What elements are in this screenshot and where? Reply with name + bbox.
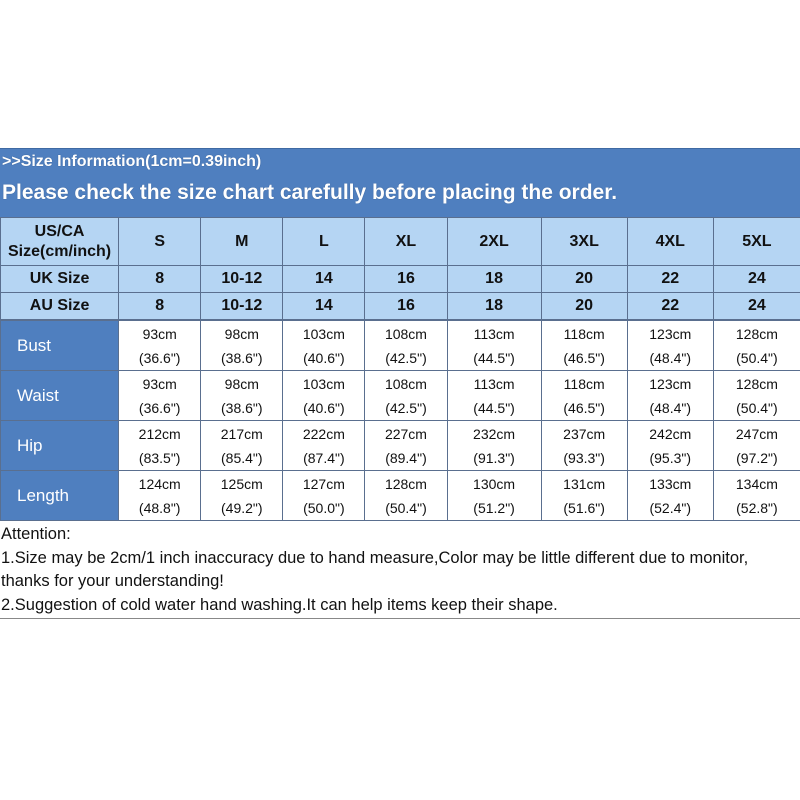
size-header-cell: 4XL [627, 218, 713, 266]
measurement-cell [627, 421, 713, 471]
measurement-cell [119, 321, 201, 371]
measurement-cell [365, 371, 447, 421]
measurement-label: Bust [1, 321, 119, 371]
measurement-cell [283, 321, 365, 371]
size-header-label-line2: Size(cm/inch) [8, 242, 112, 260]
measurement-inch: (89.4") [385, 449, 427, 466]
measurement-cell [283, 371, 365, 421]
uk-size-cell: 8 [119, 266, 201, 293]
measurement-inch: (44.5") [473, 399, 515, 416]
size-header-cell: M [201, 218, 283, 266]
measurement-cm: 118cm [563, 325, 605, 342]
measurement-cm: 103cm [302, 375, 345, 392]
size-chart-sheet [0, 148, 800, 619]
measurement-cm: 124cm [138, 475, 181, 492]
measurement-cm: 128cm [384, 475, 427, 492]
measurement-inch: (36.6") [138, 399, 181, 416]
measurement-cm: 131cm [563, 475, 606, 492]
measurement-row [1, 421, 800, 471]
measurement-cm: 217cm [220, 425, 263, 442]
size-header-cell: XL [365, 218, 447, 266]
measurement-cm: 232cm [473, 425, 516, 442]
measurement-inch: (42.5") [385, 349, 427, 366]
size-header-label [1, 218, 119, 266]
measurement-inch: (42.5") [385, 399, 427, 416]
measurement-cell [447, 321, 541, 371]
measurement-cm: 113cm [473, 375, 515, 392]
measurement-inch: (95.3") [649, 449, 692, 466]
measurement-cm: 118cm [563, 375, 605, 392]
uk-size-cell: 22 [627, 266, 713, 293]
size-header-cell: L [283, 218, 365, 266]
measurement-cell [713, 421, 800, 471]
measurement-cell [283, 421, 365, 471]
measurement-cell [541, 421, 627, 471]
measurement-row [1, 371, 800, 421]
measurement-cm: 98cm [224, 325, 259, 342]
measurement-cell [365, 421, 447, 471]
measurement-cm: 128cm [735, 375, 778, 392]
measurement-cm: 93cm [142, 375, 177, 392]
measurement-inch: (50.4") [736, 399, 778, 416]
au-size-cell: 10-12 [201, 293, 283, 320]
measurement-inch: (48.8") [138, 499, 181, 516]
measurement-cell [201, 471, 283, 521]
attention-note-2: 2.Suggestion of cold water hand washing.It can help items keep their shape. [1, 595, 558, 614]
au-size-cell: 16 [365, 293, 447, 320]
measurement-cell [365, 471, 447, 521]
measurement-cell [201, 421, 283, 471]
measurement-cell [447, 471, 541, 521]
measurement-cm: 212cm [138, 425, 181, 442]
uk-size-cell: 18 [447, 266, 541, 293]
measurement-cm: 125cm [220, 475, 263, 492]
au-size-cell: 20 [541, 293, 627, 320]
measurement-cell [541, 371, 627, 421]
measurement-inch: (91.3") [473, 449, 515, 466]
measurement-inch: (52.4") [649, 499, 692, 516]
au-size-cell: 22 [627, 293, 713, 320]
measurement-inch: (38.6") [221, 399, 263, 416]
attention-notes [0, 523, 800, 617]
measurement-cell [119, 421, 201, 471]
au-size-label: AU Size [1, 293, 119, 320]
measurement-cell [447, 421, 541, 471]
attention-note-1: 1.Size may be 2cm/1 inch inaccuracy due to hand measure,Color may be little different due to monitor, [1, 548, 749, 567]
measurement-cm: 133cm [649, 475, 692, 492]
measurement-cell [119, 471, 201, 521]
size-header-cell: S [119, 218, 201, 266]
measurement-inch: (40.6") [303, 349, 345, 366]
au-size-cell: 24 [713, 293, 800, 320]
measurement-inch: (49.2") [221, 499, 263, 516]
uk-size-row [1, 266, 800, 293]
measurement-cm: 108cm [384, 325, 427, 342]
uk-size-cell: 10-12 [201, 266, 283, 293]
measurement-cm: 130cm [473, 475, 516, 492]
measurement-label: Waist [1, 371, 119, 421]
measurement-cm: 242cm [649, 425, 692, 442]
measurement-cell [627, 371, 713, 421]
measurement-inch: (85.4") [221, 449, 263, 466]
measurement-inch: (46.5") [563, 399, 605, 416]
uk-size-cell: 16 [365, 266, 447, 293]
measurement-inch: (87.4") [303, 449, 345, 466]
measurement-inch: (36.6") [138, 349, 181, 366]
measurement-cell [713, 321, 800, 371]
measurement-inch: (83.5") [138, 449, 181, 466]
measurement-inch: (48.4") [649, 349, 692, 366]
measurement-cm: 113cm [473, 325, 515, 342]
measurement-cm: 247cm [735, 425, 778, 442]
measurement-inch: (48.4") [649, 399, 692, 416]
measurement-cell [119, 371, 201, 421]
size-chart-instruction: Please check the size chart carefully before placing the order. [2, 181, 618, 204]
size-header-cell: 5XL [713, 218, 800, 266]
measurement-cm: 237cm [563, 425, 606, 442]
size-header-cell: 3XL [541, 218, 627, 266]
uk-size-cell: 24 [713, 266, 800, 293]
measurement-cm: 103cm [302, 325, 345, 342]
measurement-cm: 222cm [302, 425, 345, 442]
size-info-banner [0, 148, 800, 217]
measurement-row [1, 471, 800, 521]
measurement-inch: (44.5") [473, 349, 515, 366]
attention-note-1-continued: thanks for your understanding! [1, 572, 224, 590]
measurement-cell [283, 471, 365, 521]
measurement-cell [713, 371, 800, 421]
au-size-row [1, 293, 800, 320]
measurement-label: Hip [1, 421, 119, 471]
measurement-inch: (97.2") [736, 449, 778, 466]
measurement-cm: 128cm [735, 325, 778, 342]
measurement-cell [627, 471, 713, 521]
size-header-row [1, 218, 800, 266]
measurement-inch: (38.6") [221, 349, 263, 366]
measurement-cm: 108cm [384, 375, 427, 392]
measurement-cell [201, 371, 283, 421]
measurement-row [1, 321, 800, 371]
au-size-cell: 8 [119, 293, 201, 320]
measurement-inch: (50.4") [736, 349, 778, 366]
measurement-cell [541, 471, 627, 521]
measurement-cell [541, 321, 627, 371]
measurement-cm: 227cm [384, 425, 427, 442]
size-header-cell: 2XL [447, 218, 541, 266]
measurement-cm: 127cm [302, 475, 345, 492]
measurement-cell [713, 471, 800, 521]
measurement-cm: 93cm [142, 325, 177, 342]
measurement-cm: 123cm [649, 325, 692, 342]
measurement-cm: 98cm [224, 375, 259, 392]
uk-size-cell: 14 [283, 266, 365, 293]
measurement-inch: (50.0") [303, 499, 345, 516]
au-size-cell: 14 [283, 293, 365, 320]
measurement-label: Length [1, 471, 119, 521]
size-header-label-line1: US/CA [34, 222, 85, 240]
measurement-inch: (50.4") [385, 499, 427, 516]
uk-size-cell: 20 [541, 266, 627, 293]
au-size-cell: 18 [447, 293, 541, 320]
measurement-inch: (93.3") [563, 449, 605, 466]
measurement-inch: (51.6") [563, 499, 605, 516]
divider [0, 618, 800, 619]
measurement-inch: (40.6") [303, 399, 345, 416]
uk-size-label: UK Size [1, 266, 119, 293]
attention-heading: Attention: [1, 525, 71, 543]
measurement-inch: (46.5") [563, 349, 605, 366]
measurement-cell [201, 321, 283, 371]
measurement-table [0, 320, 800, 521]
measurement-inch: (51.2") [473, 499, 515, 516]
measurement-cell [627, 321, 713, 371]
measurement-inch: (52.8") [736, 499, 778, 516]
size-info-title: >>Size Information(1cm=0.39inch) [2, 153, 262, 170]
measurement-cell [365, 321, 447, 371]
measurement-cm: 123cm [649, 375, 692, 392]
size-table [0, 217, 800, 320]
measurement-cm: 134cm [735, 475, 778, 492]
measurement-cell [447, 371, 541, 421]
